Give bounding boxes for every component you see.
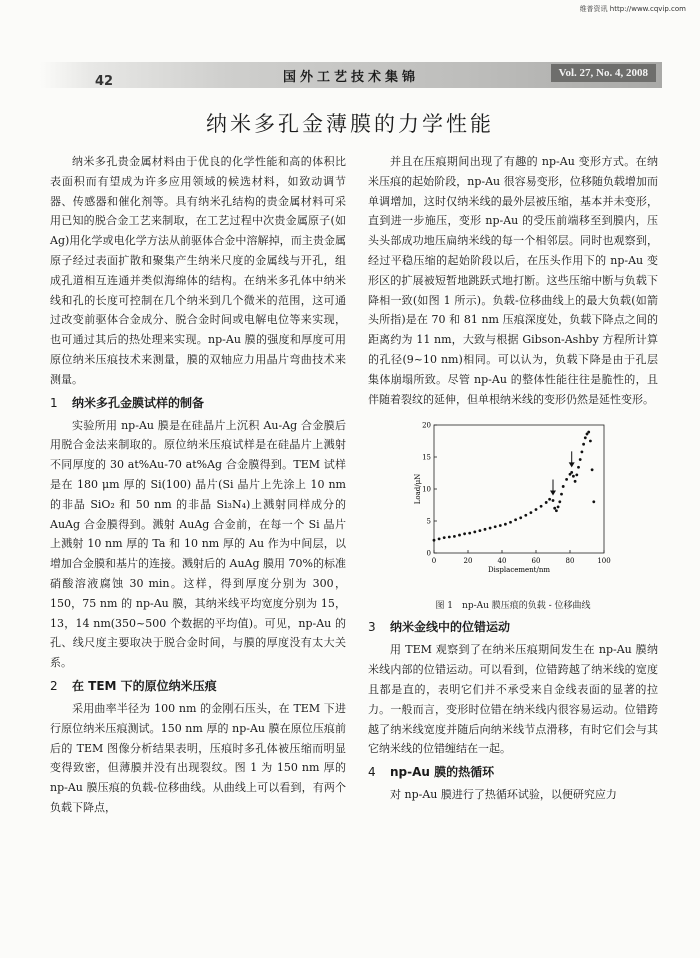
section-4-heading [368,762,658,782]
x-tick-label: 20 [463,557,473,566]
data-point [574,480,577,483]
data-point [458,534,461,537]
section-3-paragraph: 用 TEM 观察到了在纳米压痕期间发生在 np-Au 膜纳米线内部的位错运动。可以看到，位错跨越了纳米线的宽度且都是直的，表明它们并不承受来自金线表面的显著的拉力。一般而言，变形时位错在纳米线内很容易运动。位错跨越了纳米线宽度并随后向纳米线节点滑移，有时它们会与其它纳米线的位错缠结在一起。 [368,643,658,756]
data-point [592,501,595,504]
data-point [489,527,492,530]
x-tick-label: 60 [531,557,541,566]
section-3-heading [368,617,658,637]
data-point [565,478,568,481]
section-title: 在 TEM 下的原位纳米压痕 [72,678,217,693]
x-axis-label: Displacement/nm [487,566,551,575]
load-displacement-chart [408,419,618,591]
data-point [552,499,555,502]
max-load-arrowhead [569,463,575,468]
data-point [468,532,471,535]
y-tick-label: 5 [426,517,431,526]
y-tick-label: 15 [422,453,431,462]
x-tick-label: 0 [431,557,437,566]
data-point [443,537,446,540]
data-point [484,528,487,531]
data-point [591,469,594,472]
data-point [540,505,543,508]
figure-1 [368,419,658,614]
section-1-paragraph: 实验所用 np-Au 膜是在硅晶片上沉积 Au-Ag 合金膜后用脱合金法来制取的。原位纳米压痕试样是在硅晶片上溅射不同厚度的 30 at%Au-70 at%Ag 合金膜得到。TEM 试样是在 180 μm 厚的 Si(100) 晶片(Si 晶片上先涂上 10 nm 的非晶 SiO₂ 和 50 nm 的非晶 Si₃N₄)上溅射同样成分的 AuAg 合金膜得到。溅射 AuAg 合金前，在每一个 Si 晶片上溅射 10 nm 厚的 Ta 和 10 nm 厚的 Au 作为中间层，以增加合金膜和基片的连接。溅射后的 AuAg 膜用 70%的标准硝酸溶液腐蚀 30 min。这样，得到厚度分别为 300，150，75 nm 的 np-Au 膜，其纳米线平均宽度分别为 15，13，14 nm(350~500 个数据的平均值)。可见，np-Au 的孔、线尺度主要取决于脱合金时间，与膜的厚度没有太大关系。 [50,418,346,670]
continued-paragraph: 并且在压痕期间出现了有趣的 np-Au 变形方式。在纳米压痕的起始阶段，np-Au 很容易变形，位移随负载增加而单调增加，这时仅纳米线的最外层被压缩，基本并未变形，直到进一步施压，变形 np-Au 的受压前端移至到膜内，压头头部成功地压扁纳米线的每一个相邻层。同时也观察到，经过平稳压缩的起始阶段以后，在压头作用下的 np-Au 变形区的扩展被短暂地跳跃式地打断。这些压缩中断与负载下降相一致(如图 1 所示)。负载-位移曲线上的最大负载(如箭头所指)是在 70 和 81 nm 压痕深度处，负载下降点之间的距离约为 11 nm，大致与根据 Gibson-Ashby 方程所计算的孔径(9~10 nm)相同。可以认为，负载下降是由于孔层集体崩塌所致。尽管 np-Au 的整体性能往往是脆性的，且伴随着裂纹的延伸，但单根纳米线的变形仍然是延性变形。 [368,155,658,406]
data-point [558,501,561,504]
max-load-arrowhead [550,491,556,496]
data-point [589,440,592,443]
data-point [473,531,476,534]
journal-header [40,62,662,88]
section-2-heading [50,676,346,696]
data-point [581,451,584,454]
data-point [553,507,556,510]
journal-name: 国外工艺技术集锦 [282,70,419,85]
figure-caption: 图 1 np-Au 膜压痕的负载 - 位移曲线 [435,601,591,612]
y-tick-label: 10 [422,485,431,494]
section-4-paragraph: 对 np-Au 膜进行了热循环试验，以便研究应力 [390,788,617,802]
data-point [582,443,585,446]
data-point [557,506,560,509]
data-point [530,512,533,515]
intro-paragraph: 纳米多孔贵金属材料由于优良的化学性能和高的体积比表面积而有望成为许多应用领域的候选材料，如致动调节器、传感器和催化剂等。具有纳米孔结构的贵金属材料可采用已知的脱合金工艺来制取，在工艺过程中次贵金属原子(如 Ag)用化学或电化学方法从前驱体合金中溶解掉，而主贵金属原子经过表面扩散和聚集产生纳米尺度的金属线与开孔，组成孔道相互连通并类似海绵体的结构。在纳米多孔体中纳米线和孔的长度可控制在几个纳米到几个微米的范围，这可通过改变前驱体合金成分、脱合金时间或电解电位等来实现，也可通过其后的热处理来实现。np-Au 膜的强度和厚度可用原位纳米压痕技术来测量，膜的双轴应力用晶片弯曲技术来测量。 [50,155,346,386]
data-point [545,501,548,504]
data-point [575,474,578,477]
data-point [584,437,587,440]
watermark: 维普资讯 http://www.cqvip.com [579,5,686,13]
y-tick-label: 0 [426,549,431,558]
data-point [519,517,522,520]
data-point [548,498,551,501]
x-tick-label: 100 [597,557,611,566]
section-title: np-Au 膜的热循环 [390,765,495,780]
data-point [438,538,441,541]
right-column [368,152,658,805]
left-column [50,152,346,818]
issue-label: Vol. 27, No. 4, 2008 [551,64,656,82]
data-point [463,533,466,536]
y-tick-label: 20 [422,421,431,430]
data-point [570,471,573,474]
page-number: 42 [95,74,114,89]
section-number: 3 [368,620,376,635]
data-point [577,466,580,469]
data-point [448,536,451,539]
section-number: 1 [50,395,58,410]
data-point [509,521,512,524]
x-tick-label: 40 [497,557,507,566]
data-point [514,519,517,522]
y-axis-label: Load/μN [414,474,422,505]
section-number: 2 [50,678,58,693]
section-1-heading [50,393,346,413]
data-point [433,539,436,542]
data-point [494,526,497,529]
data-point [535,508,538,511]
data-point [524,514,527,517]
data-point [555,510,558,513]
data-point [572,475,575,478]
section-title: 纳米金线中的位错运动 [390,620,511,635]
data-point [579,459,582,462]
data-point [479,530,482,533]
x-tick-label: 80 [565,557,575,566]
data-point [504,523,507,526]
data-point [562,485,565,488]
data-point [560,493,563,496]
article-title: 纳米多孔金薄膜的力学性能 [206,112,494,136]
section-2-paragraph: 采用曲率半径为 100 nm 的金刚石压头，在 TEM 下进行原位纳米压痕测试。150 nm 厚的 np-Au 膜在原位压痕前后的 TEM 图像分析结果表明，压痕时多孔体被压缩而明显变得致密，但薄膜并没有出现裂纹。图 1 为 150 nm 厚的 np-Au 膜压痕的负载-位移曲线。从曲线上可以看到，有两个负载下降点， [50,701,346,814]
data-point [587,431,590,434]
section-number: 4 [368,765,376,780]
data-point [453,535,456,538]
data-point [499,524,502,527]
section-title: 纳米多孔金膜试样的制备 [72,395,205,410]
